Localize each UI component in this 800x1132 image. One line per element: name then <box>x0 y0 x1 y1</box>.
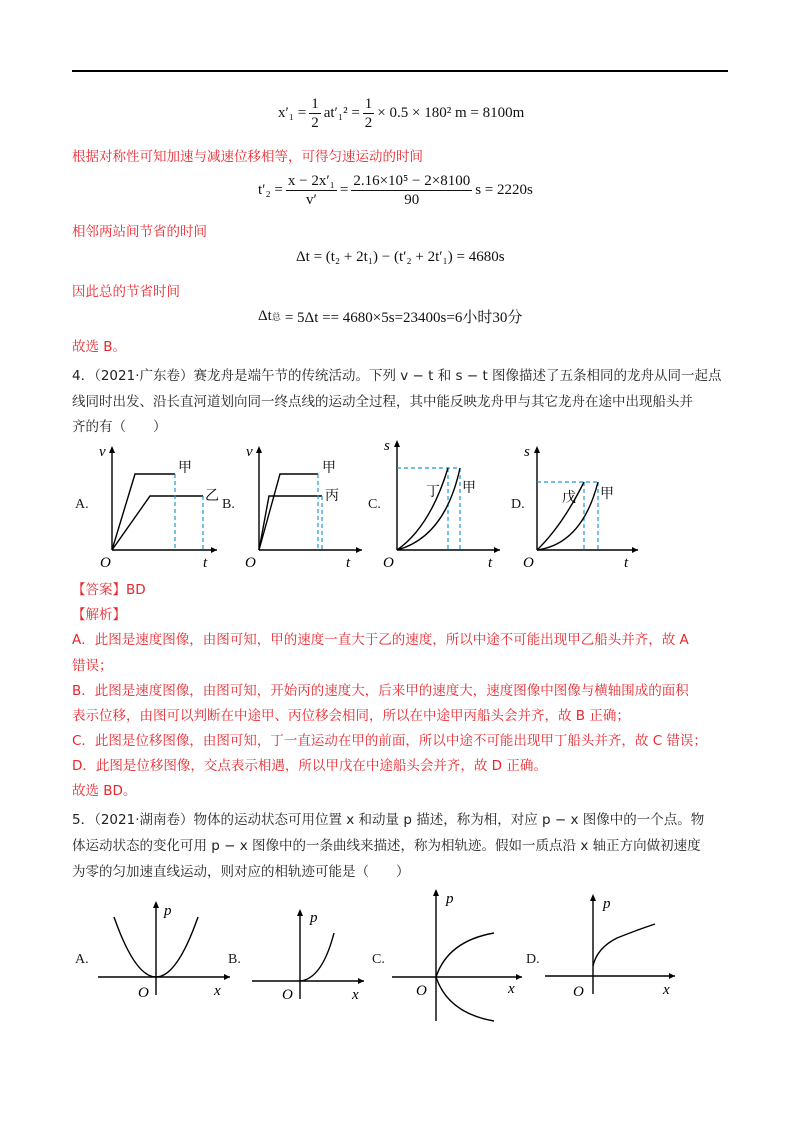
axis-label-t: t <box>624 555 629 571</box>
q4-line2: 线同时出发、沿长直河道划向同一终点线的运动全过程，其中能反映龙舟甲与其它龙舟在途中出现船头并 <box>72 394 693 410</box>
q4-line1: 4．（2021·广东卷）赛龙舟是端午节的传统活动。下列 v − t 和 s − t 图像描述了五条相同的龙舟从同一起点 <box>72 368 722 384</box>
axis-label-s: s <box>524 444 530 460</box>
q5-option-a[interactable]: A. <box>75 952 89 967</box>
q5-option-d[interactable]: D. <box>526 952 540 967</box>
q5-graph-a <box>98 895 238 1005</box>
axis-label-x: x <box>508 981 515 997</box>
q5-graph-d <box>545 890 685 1010</box>
axis-label-p: p <box>164 903 172 919</box>
equation-x1: x′₁ = $\frac{1}{2}$ at′₁² = $\frac{1}{2}$ × 0.5 × 180² m = 8100m <box>278 96 525 131</box>
analysis-a-line2: 错误； <box>72 658 113 674</box>
axis-label-p: p <box>603 896 611 912</box>
q4-graph-d <box>520 440 650 570</box>
analysis-a-line1: A．此图是速度图像，由图可知，甲的速度一直大于乙的速度，所以中途不可能出现甲乙船头并齐，故 A <box>72 632 689 648</box>
curve-label-jia: 甲 <box>322 461 336 476</box>
analysis-c-line1: C．此图是位移图像，由图可知，丁一直运动在甲的前面，所以中途不可能出现甲丁船头并齐，故 C 错误； <box>72 733 707 749</box>
origin-label: O <box>573 984 584 1000</box>
origin-label: O <box>245 555 256 571</box>
curve-label-yi: 乙 <box>205 489 219 504</box>
axis-label-t: t <box>346 555 351 571</box>
q5-line2: 体运动状态的变化可用 p − x 图像中的一条曲线来描述，称为相轨迹。假如一质点沿 x 轴正方向做初速度 <box>72 838 701 854</box>
analysis-end: 故选 BD。 <box>72 783 137 799</box>
answer-line: 【答案】BD <box>72 582 146 598</box>
analysis-title: 【解析】 <box>72 607 126 623</box>
q4-line3: 齐的有（ ） <box>72 419 167 435</box>
text-adjacent: 相邻两站间节省的时间 <box>72 224 207 240</box>
q4-option-d[interactable]: D. <box>511 497 525 512</box>
q4-option-a[interactable]: A. <box>75 497 89 512</box>
analysis-d-line1: D．此图是位移图像，交点表示相遇，所以甲戊在中途船头会并齐，故 D 正确。 <box>72 758 547 774</box>
q5-option-b[interactable]: B. <box>228 952 241 967</box>
text-symmetry: 根据对称性可知加速与减速位移相等，可得匀速运动的时间 <box>72 149 423 165</box>
axis-label-t: t <box>488 555 493 571</box>
curve-label-jia: 甲 <box>462 481 476 496</box>
curve-label-wu: 戊 <box>562 491 576 506</box>
text-choose-b: 故选 B。 <box>72 339 127 355</box>
text-total: 因此总的节省时间 <box>72 284 180 300</box>
q5-graph-c <box>388 885 528 1025</box>
origin-label: O <box>383 555 394 571</box>
equation-dt-total: Δt 总 = 5Δt == 4680×5s=23400s=6小时30分 <box>258 308 523 326</box>
q4-graph-a <box>95 440 225 570</box>
q5-graph-b <box>252 905 372 1005</box>
origin-label: O <box>523 555 534 571</box>
q5-option-c[interactable]: C. <box>372 952 385 967</box>
origin-label: O <box>282 987 293 1003</box>
equation-t2: t′₂ = $\frac{\text{x − 2x′₁}}{v'}$ = $\frac{\text{2.16×10⁵ − 2×8100}}{90}$ s = 2220s <box>258 173 533 208</box>
curve-label-bing: 丙 <box>325 489 339 504</box>
axis-label-x: x <box>352 987 359 1003</box>
curve-label-jia: 甲 <box>178 461 192 476</box>
axis-label-x: x <box>214 983 221 999</box>
equation-dt: Δt = (t₂ + 2t₁) − (t′₂ + 2t′₁) = 4680s <box>296 249 505 265</box>
q5-line1: 5．（2021·湖南卷）物体的运动状态可用位置 x 和动量 p 描述，称为相，对应 p − x 图像中的一个点。物 <box>72 812 705 828</box>
origin-label: O <box>138 985 149 1001</box>
origin-label: O <box>100 555 111 571</box>
axis-label-p: p <box>446 891 454 907</box>
axis-label-t: t <box>203 555 208 571</box>
axis-label-v: v <box>99 444 106 460</box>
curve-label-jia: 甲 <box>600 487 614 502</box>
analysis-b-line2: 表示位移，由图可以判断在中途甲、丙位移会相同，所以在中途甲丙船头会并齐，故 B 正确； <box>72 708 630 724</box>
header-rule <box>72 70 728 72</box>
origin-label: O <box>416 983 427 999</box>
q5-line3: 为零的匀加速直线运动，则对应的相轨迹可能是（ ） <box>72 864 410 880</box>
q4-graph-b <box>242 440 372 570</box>
axis-label-x: x <box>663 982 670 998</box>
axis-label-s: s <box>384 438 390 454</box>
curve-label-ding: 丁 <box>426 485 440 500</box>
analysis-b-line1: B．此图是速度图像，由图可知，开始丙的速度大，后来甲的速度大，速度图像中图像与横轴围成的面积 <box>72 683 689 699</box>
axis-label-p: p <box>310 910 318 926</box>
q4-option-c[interactable]: C. <box>368 497 381 512</box>
q4-graph-c <box>380 432 510 570</box>
axis-label-v: v <box>246 444 253 460</box>
q4-option-b[interactable]: B. <box>222 497 235 512</box>
